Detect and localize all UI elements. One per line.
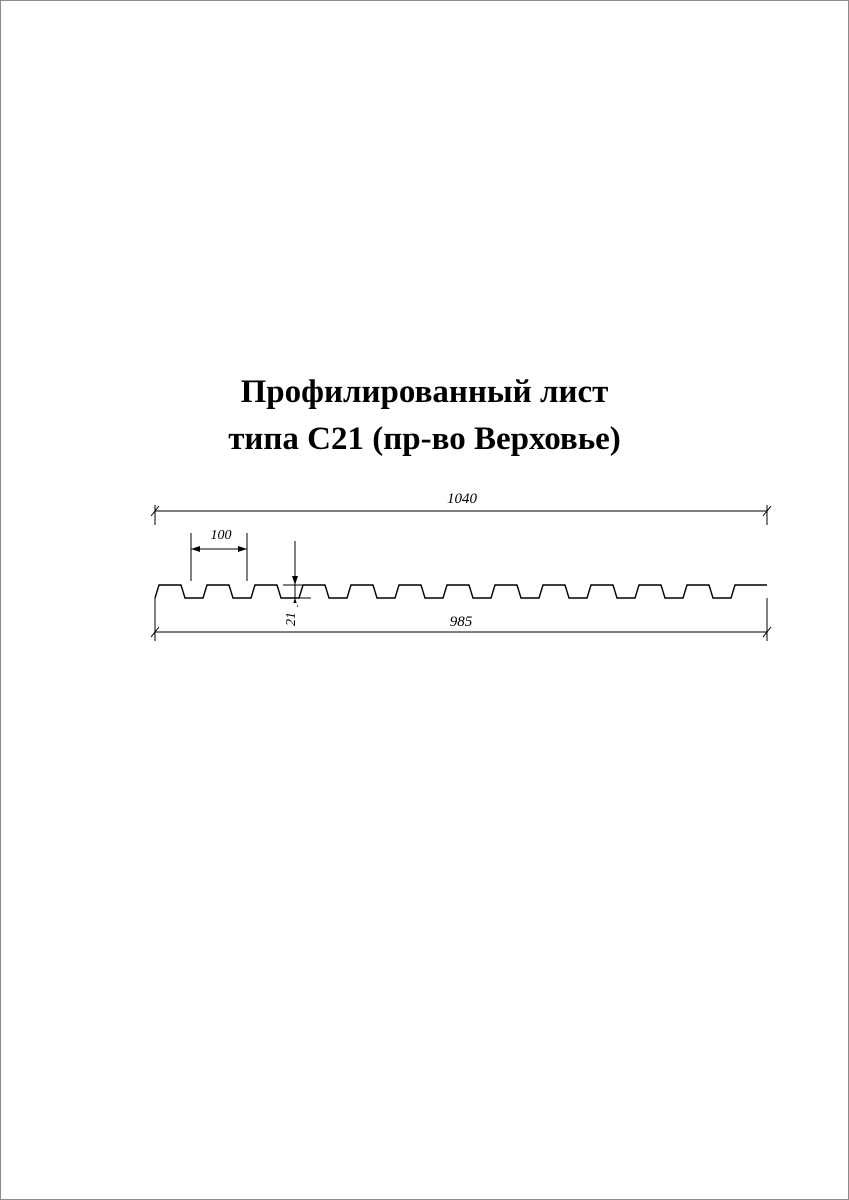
page-title-line-1: Профилированный лист — [240, 374, 609, 410]
dimension-useful-width — [151, 598, 771, 641]
profile-drawing-svg — [121, 481, 801, 661]
dimension-total-width-label: 1040 — [447, 491, 477, 507]
dimension-profile-height — [281, 541, 311, 633]
page-title-line-2: типа С21 (пр-во Верховье) — [228, 421, 621, 457]
dimension-useful-width-label: 985 — [449, 614, 473, 630]
dimension-wave-pitch — [191, 525, 247, 581]
dimension-profile-height-label: 21 — [284, 612, 299, 626]
page-title — [1, 369, 848, 463]
profile-drawing — [121, 481, 801, 661]
dimension-wave-pitch-label: 100 — [210, 528, 232, 543]
sheet-cross-section — [155, 585, 767, 598]
dimension-total-width — [151, 487, 771, 525]
